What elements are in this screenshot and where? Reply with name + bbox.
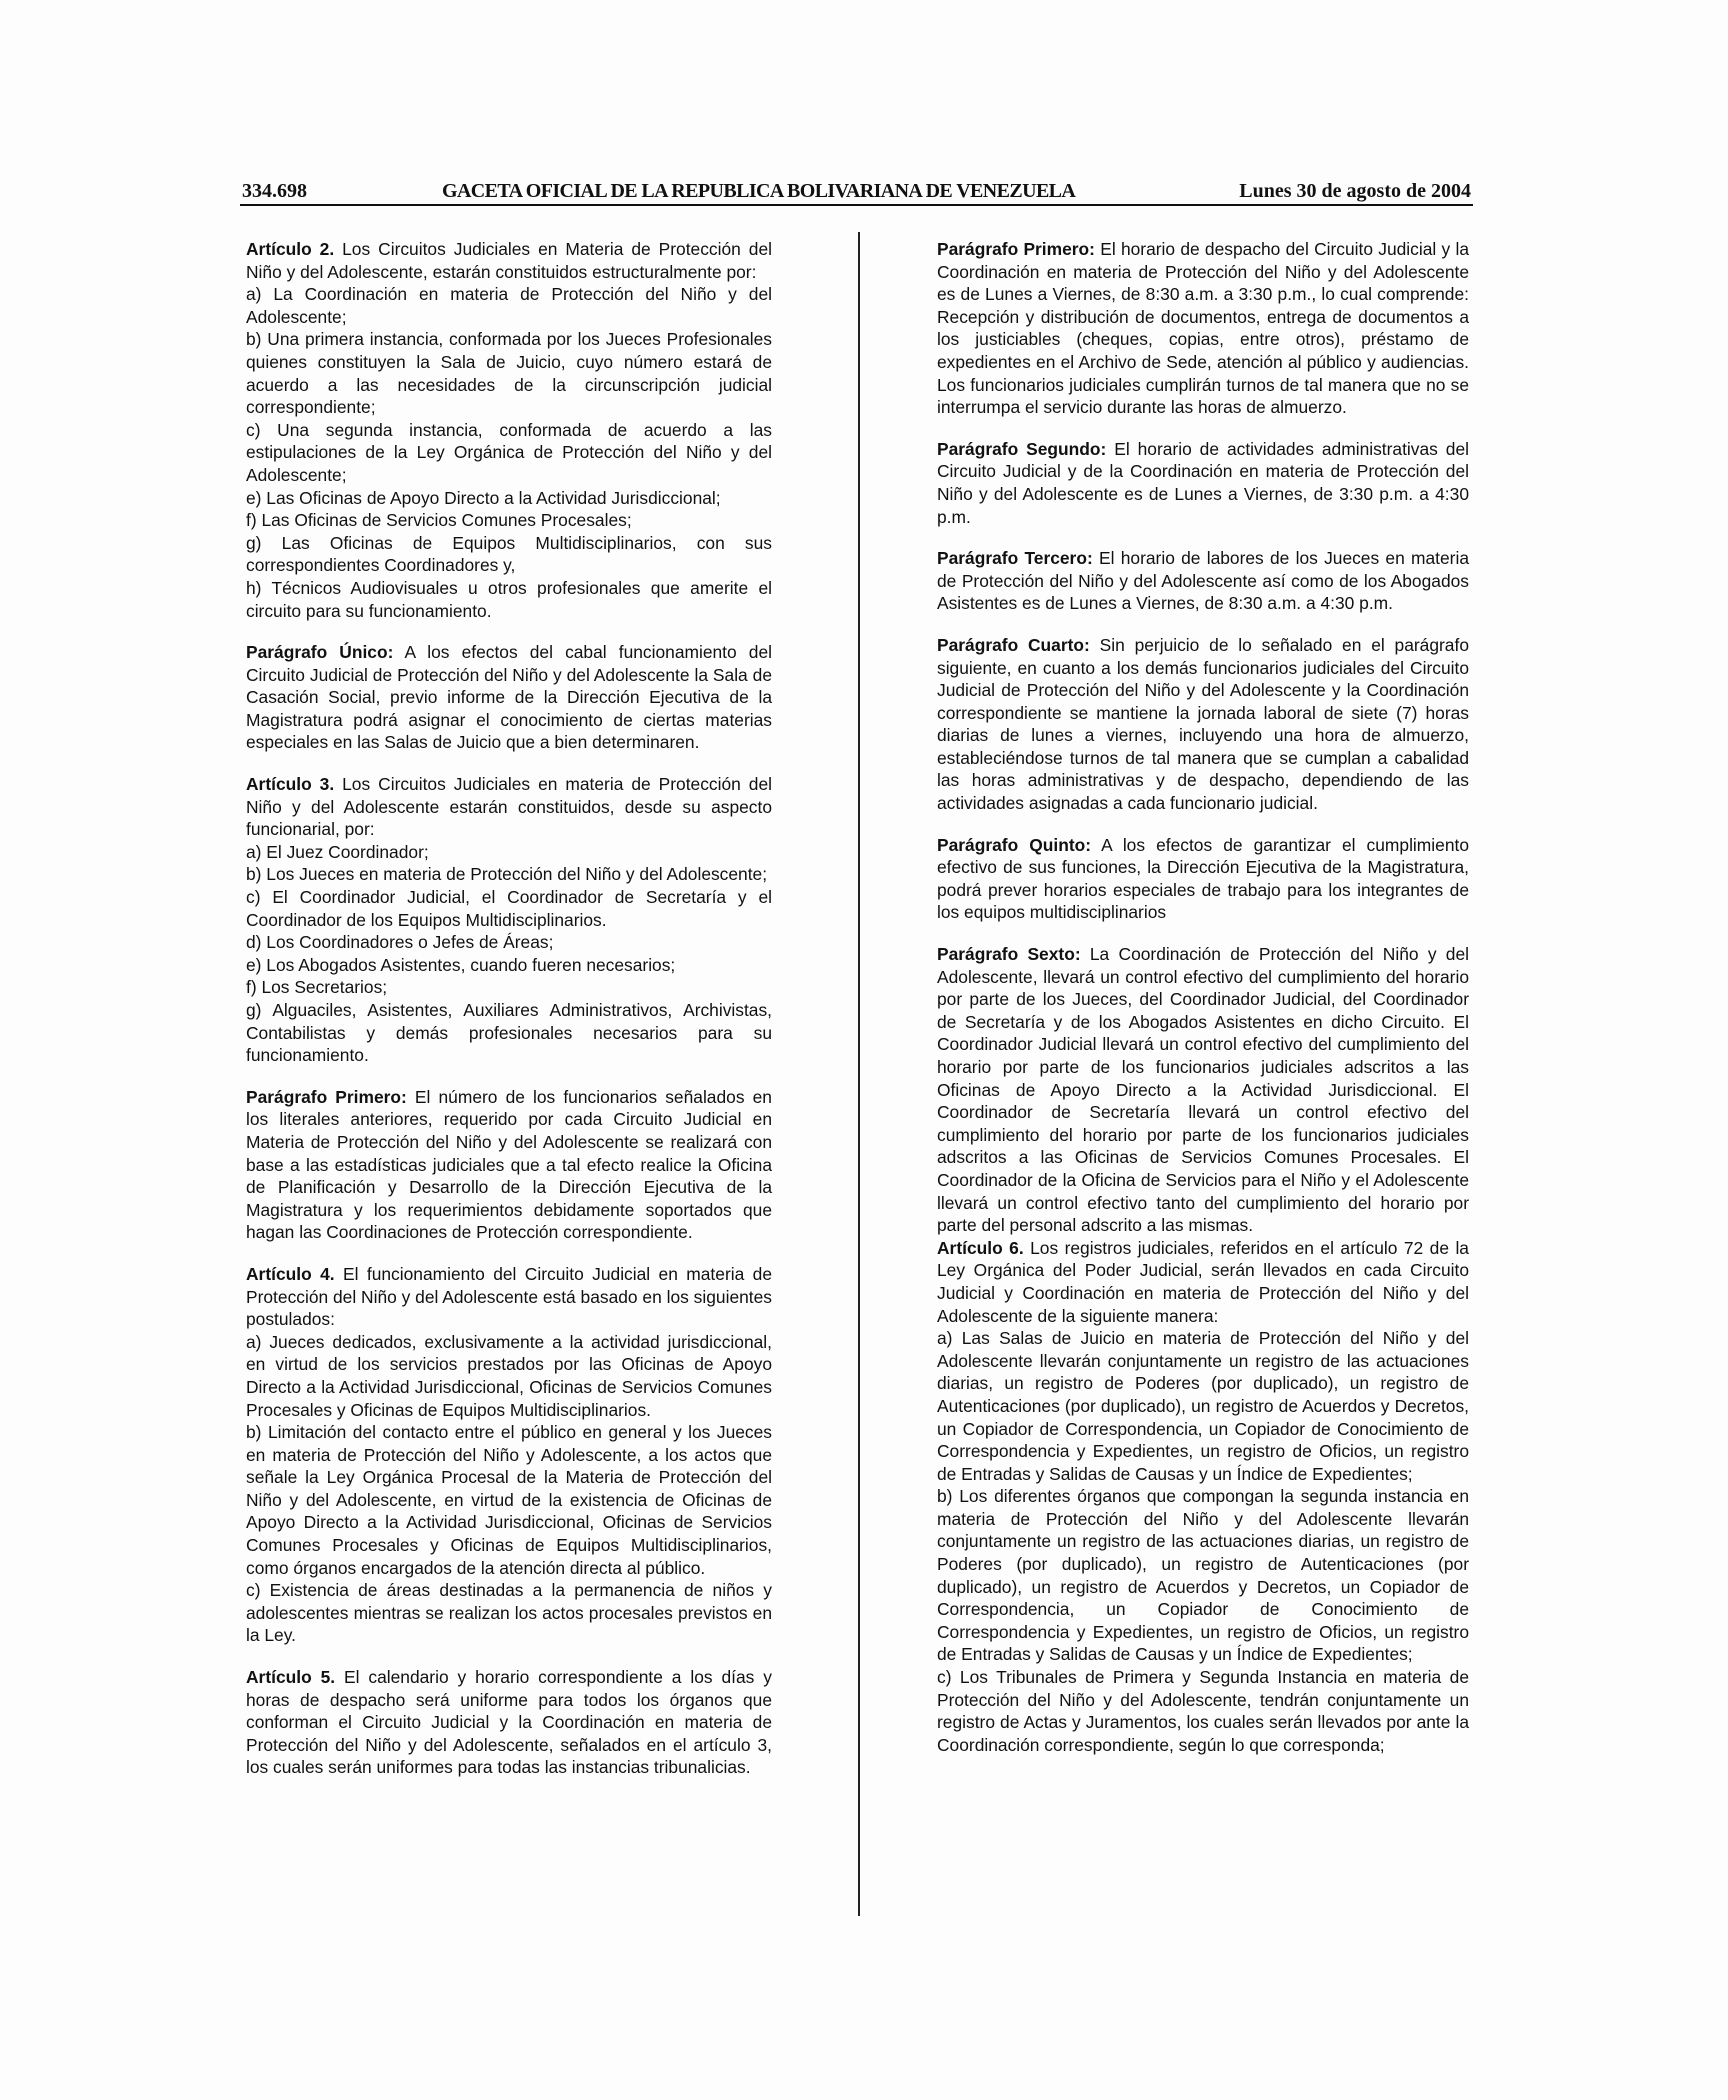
paragrafo-quinto	[937, 834, 1469, 924]
list-item: a) Jueces dedicados, exclusivamente a la actividad jurisdiccional, en virtud de los servicios prestados por las Oficinas de Apoyo Directo a la Actividad Jurisdiccional, Oficinas de Servicios Comunes Procesales y Oficinas de Equipos Multidisciplinarios.	[246, 1331, 772, 1420]
paragrafo-quinto-text: A los efectos de garantizar el cumplimiento efectivo de sus funciones, la Dirección Ejecutiva de la Magistratura, podrá prever horarios especiales de trabajo para los integrantes de los equipos multidisciplinarios	[937, 834, 1469, 923]
list-item: a) El Juez Coordinador;	[246, 841, 429, 862]
issue-date: Lunes 30 de agosto de 2004	[1239, 180, 1471, 202]
paragrafo-unico	[246, 641, 772, 754]
list-item: g) Alguaciles, Asistentes, Auxiliares Administrativos, Archivistas, Contabilistas y demás profesionales necesarios para su funcionamiento.	[246, 1000, 772, 1066]
article-6-items	[937, 1327, 1469, 1756]
list-item: b) Limitación del contacto entre el público en general y los Jueces en materia de Protección del Niño y Adolescente, a los actos que señale la Ley Orgánica Procesal de la Materia de Protección del Niño y del Adolescente, en virtud de la existencia de Oficinas de Apoyo Directo a la Actividad Jurisdiccional, Oficinas de Servicios Comunes Procesales y Oficinas de Equipos Multidisciplinarios, como órganos encargados de la atención directa al público.	[246, 1422, 772, 1578]
article-6	[937, 1237, 1469, 1757]
paragrafo-cuarto	[937, 634, 1469, 815]
list-item: d) Los Coordinadores o Jefes de Áreas;	[246, 932, 554, 953]
article-4	[246, 1263, 772, 1647]
paragrafo-segundo	[937, 438, 1469, 528]
paragrafo-primero-heading: Parágrafo Primero:	[937, 239, 1095, 259]
left-column	[246, 238, 772, 1798]
paragrafo-primero-text: El horario de despacho del Circuito Judicial y la Coordinación en materia de Protección del Niño y del Adolescente es de Lunes a Viernes, de 8:30 a.m. a 3:30 p.m., lo cual comprende: Recepción y distribución de documentos, entrega de documentos a los justiciables (cheques, copias, entre otros), préstamo de expedientes en el Archivo de Sede, atención al público y audiencias. Los funcionarios judiciales cumplirán turnos de tal manera que no se interrumpa el servicio durante las horas de almuerzo.	[937, 239, 1469, 418]
article-5-heading: Artículo 5.	[246, 1667, 336, 1688]
list-item: b) Los diferentes órganos que compongan la segunda instancia en materia de Protección del Niño y del Adolescente llevarán conjuntamente un registro de las actuaciones diarias, un registro de Poderes (por duplicado), un registro de Autenticaciones (por duplicado), un registro de Acuerdos y Decretos, un Copiador de Correspondencia, un Copiador de Conocimiento de Correspondencia y Expedientes, un registro de Oficios, un registro de Entradas y Salidas de Causas y un Índice de Expedientes;	[937, 1486, 1469, 1665]
paragrafo-sexto	[937, 943, 1469, 1237]
paragrafo-cuarto-heading: Parágrafo Cuarto:	[937, 634, 1090, 655]
list-item: e) Los Abogados Asistentes, cuando fueren necesarios;	[246, 954, 676, 975]
paragrafo-primero-heading: Parágrafo Primero:	[246, 1086, 407, 1107]
list-item: h) Técnicos Audiovisuales u otros profesionales que amerite el circuito para su funcionamiento.	[246, 577, 772, 621]
article-4-intro: El funcionamiento del Circuito Judicial en materia de Protección del Niño y del Adolescente está basado en los siguientes postulados:	[246, 1263, 773, 1330]
page-header	[240, 176, 1473, 206]
list-item: a) Las Salas de Juicio en materia de Protección del Niño y del Adolescente llevarán conjuntamente un registro de las actuaciones diarias, un registro de Poderes (por duplicado), un registro de Autenticaciones (por duplicado), un registro de Acuerdos y Decretos, un Copiador de Correspondencia, un Copiador de Conocimiento de Correspondencia y Expedientes, un registro de Oficios, un registro de Entradas y Salidas de Causas y un Índice de Expedientes;	[937, 1328, 1469, 1484]
paragrafo-tercero-text: El horario de labores de los Jueces en materia de Protección del Niño y del Adolescente así como de los Abogados Asistentes es de Lunes a Viernes, de 8:30 a.m. a 4:30 p.m.	[937, 548, 1470, 614]
list-item: c) Una segunda instancia, conformada de acuerdo a las estipulaciones de la Ley Orgánica de Protección del Niño y del Adolescente;	[246, 419, 772, 485]
list-item: a) La Coordinación en materia de Protección del Niño y del Adolescente;	[246, 284, 772, 327]
gazette-title: GACETA OFICIAL DE LA REPUBLICA BOLIVARIANA DE VENEZUELA	[442, 180, 1076, 202]
paragrafo-sexto-text: La Coordinación de Protección del Niño y del Adolescente, llevará un control efectivo del cumplimiento del horario por parte de los Jueces, del Coordinador Judicial, del Coordinador de Secretaría y de los Abogados Asistentes en dicho Circuito. El Coordinador Judicial llevará un control efectivo del cumplimiento del horario por parte de los funcionarios judiciales adscritos a las Oficinas de Apoyo Directo a la Actividad Jurisdiccional. El Coordinador de Secretaría llevará un control efectivo del cumplimiento del horario por parte de los funcionarios judiciales adscritos a las Oficinas de Servicios Comunes Procesales. El Coordinador de la Oficina de Servicios para el Niño y el Adolescente llevará un control efectivo tanto del cumplimiento del horario por parte del personal adscrito a las mismas.	[937, 944, 1469, 1236]
list-item: c) El Coordinador Judicial, el Coordinador de Secretaría y el Coordinador de los Equipos Multidisciplinarios.	[246, 887, 772, 930]
paragrafo-tercero	[937, 547, 1469, 615]
column-divider	[858, 232, 860, 1916]
article-2-intro: Los Circuitos Judiciales en Materia de Protección del Niño y del Adolescente, estarán constituidos estructuralmente por:	[246, 239, 772, 282]
article-2-items	[246, 283, 772, 622]
article-5	[246, 1666, 772, 1779]
paragrafo-unico-text: A los efectos del cabal funcionamiento del Circuito Judicial de Protección del Niño y del Adolescente la Sala de Casación Social, previo informe de la Dirección Ejecutiva de la Magistratura podrá asignar el conocimiento de ciertas materias especiales en las Salas de Juicio que a bien determinaren.	[246, 642, 772, 753]
list-item: c) Los Tribunales de Primera y Segunda Instancia en materia de Protección del Niño y del Adolescente, tendrán conjuntamente un registro de Actas y Juramentos, los cuales serán llevados por ante la Coordinación correspondiente, según lo que corresponda;	[937, 1667, 1469, 1755]
list-item: f) Las Oficinas de Servicios Comunes Procesales;	[246, 510, 632, 531]
list-item: e) Las Oficinas de Apoyo Directo a la Actividad Jurisdiccional;	[246, 487, 721, 508]
list-item: f) Los Secretarios;	[246, 977, 388, 998]
article-5-text: El calendario y horario correspondiente a los días y horas de despacho será uniforme para todos los órganos que conforman el Circuito Judicial y la Coordinación en materia de Protección del Niño y del Adolescente, señalados en el artículo 3, los cuales serán uniformes para todas las instancias tribunalicias.	[246, 1667, 772, 1778]
paragrafo-segundo-heading: Parágrafo Segundo:	[937, 438, 1107, 459]
article-3	[246, 773, 772, 1067]
list-item: b) Una primera instancia, conformada por los Jueces Profesionales quienes constituyen la Sala de Juicio, cuyo número estará de acuerdo a las necesidades de la circunscripción judicial correspondiente;	[246, 329, 772, 418]
paragrafo-primero-text: El número de los funcionarios señalados en los literales anteriores, requerido por cada Circuito Judicial en Materia de Protección del Niño y del Adolescente se realizará con base a las estadísticas judiciales que a tal efecto realice la Oficina de Planificación y Desarrollo de la Dirección Ejecutiva de la Magistratura y los requerimientos debidamente soportados que hagan las Coordinaciones de Protección correspondiente.	[246, 1086, 772, 1243]
article-6-intro: Los registros judiciales, referidos en el artículo 72 de la Ley Orgánica del Poder Judicial, serán llevados en cada Circuito Judicial y Coordinación en materia de Protección del Niño y del Adolescente de la siguiente manera:	[937, 1237, 1469, 1326]
article-2	[246, 238, 772, 622]
paragrafo-quinto-heading: Parágrafo Quinto:	[937, 834, 1092, 855]
list-item: b) Los Jueces en materia de Protección del Niño y del Adolescente;	[246, 864, 768, 885]
article-6-heading: Artículo 6.	[937, 1237, 1024, 1258]
paragrafo-unico-heading: Parágrafo Único:	[246, 642, 394, 663]
list-item: g) Las Oficinas de Equipos Multidisciplinarios, con sus correspondientes Coordinadores y,	[246, 532, 772, 576]
article-4-items	[246, 1331, 772, 1647]
paragrafo-primero-left	[246, 1086, 772, 1244]
article-2-heading: Artículo 2.	[246, 239, 335, 259]
article-3-intro: Los Circuitos Judiciales en materia de Protección del Niño y del Adolescente estarán constituidos, desde su aspecto funcionarial, por:	[246, 774, 772, 840]
page-number: 334.698	[242, 180, 307, 202]
article-3-items	[246, 841, 772, 1067]
paragrafo-cuarto-text: Sin perjuicio de lo señalado en el parágrafo siguiente, en cuanto a los demás funcionarios judiciales del Circuito Judicial de Protección del Niño y del Adolescente y la Coordinación correspondiente se mantiene la jornada laboral de siete (7) horas diarias de lunes a viernes, incluyendo una hora de almuerzo, estableciéndose turnos de tal manera que se cumplan a cabalidad las horas administrativas y de despacho, dependiendo de las actividades asignadas a cada funcionario judicial.	[937, 634, 1469, 814]
paragrafo-sexto-heading: Parágrafo Sexto:	[937, 944, 1081, 965]
right-column	[937, 238, 1469, 1775]
paragrafo-tercero-heading: Parágrafo Tercero:	[937, 548, 1093, 569]
list-item: c) Existencia de áreas destinadas a la permanencia de niños y adolescentes mientras se realizan los actos procesales previstos en la Ley.	[246, 1580, 772, 1646]
paragrafo-primero-right	[937, 238, 1469, 419]
article-3-heading: Artículo 3.	[246, 774, 335, 795]
paragrafo-segundo-text: El horario de actividades administrativas del Circuito Judicial y de la Coordinación en materia de Protección del Niño y del Adolescente es de Lunes a Viernes, de 3:30 p.m. a 4:30 p.m.	[937, 438, 1469, 527]
article-4-heading: Artículo 4.	[246, 1263, 335, 1284]
